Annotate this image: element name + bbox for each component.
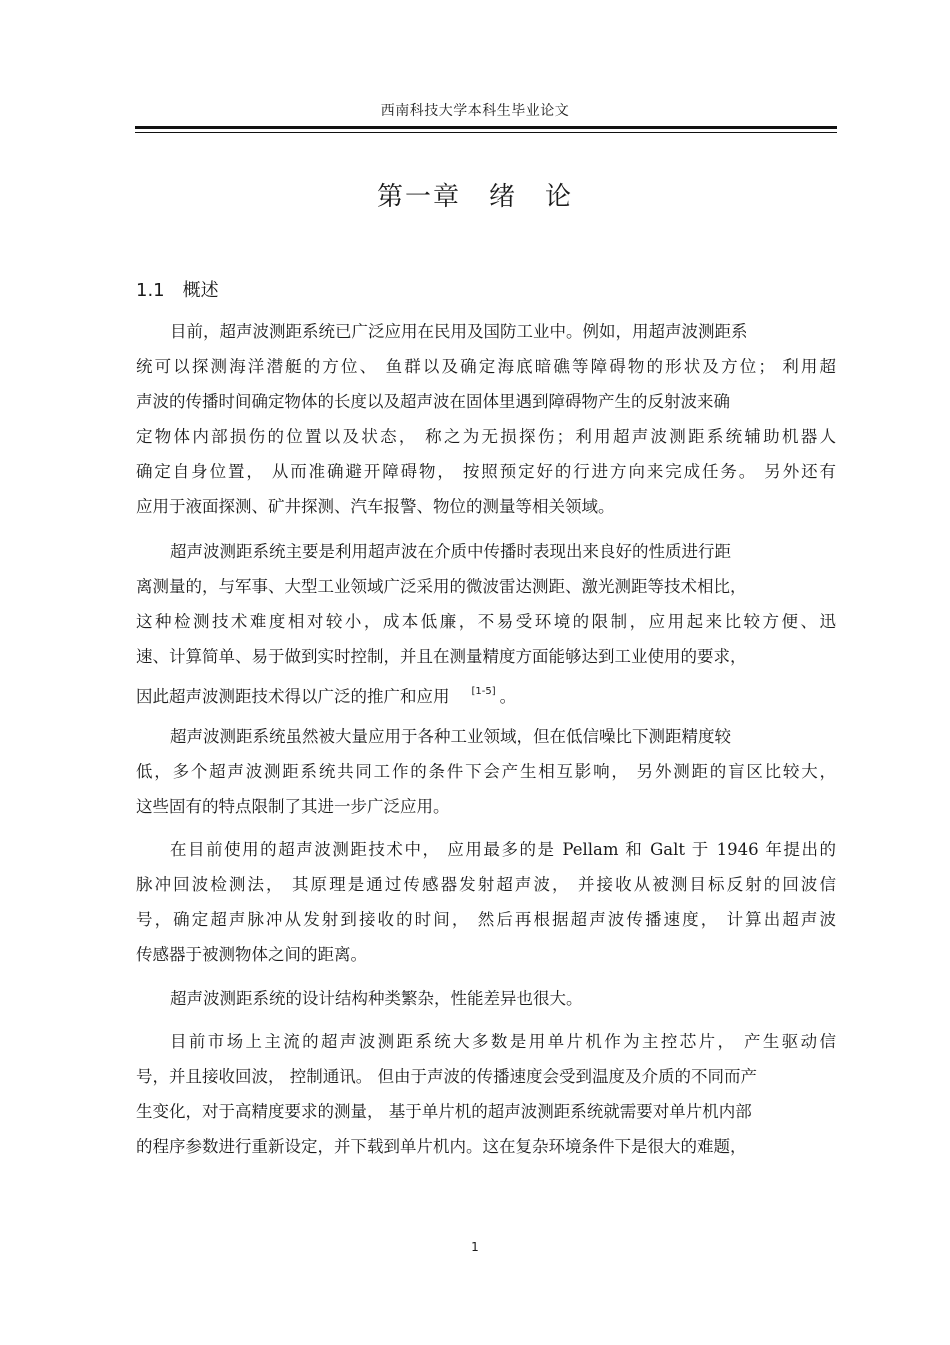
running-header: 西南科技大学本科生毕业论文	[380, 103, 570, 119]
paragraph-line: 这种检测技术难度相对较小，成本低廉，不易受环境的限制，应用起来比较方便、迅	[136, 612, 836, 631]
header-rule-thin	[135, 132, 837, 133]
paragraph-text: 因此超声波测距技术得以广泛的推广和应用	[136, 687, 450, 706]
paragraph-5	[136, 981, 836, 1016]
chapter-title	[0, 176, 950, 213]
section-number: 1.1	[136, 280, 165, 301]
paragraph-line: 超声波测距系统的设计结构种类繁杂，性能差异也很大。	[170, 989, 583, 1008]
paragraph-line: 目前市场上主流的超声波测距系统大多数是用单片机作为主控芯片， 产生驱动信	[170, 1032, 836, 1051]
paragraph-line: 超声波测距系统主要是利用超声波在介质中传播时表现出来良好的性质进行距	[170, 542, 731, 561]
chapter-name-1: 绪	[488, 182, 517, 212]
paragraph-line: 速、计算简单、易于做到实时控制，并且在测量精度方面能够达到工业使用的要求，	[136, 647, 747, 666]
paragraph-line: 离测量的，与军事、大型工业领域广泛采用的微波雷达测距、激光测距等技术相比，	[136, 577, 747, 596]
paragraph-4	[136, 832, 836, 972]
paragraph-line: 定物体内部损伤的位置以及状态， 称之为无损探伤；利用超声波测距系统辅助机器人	[136, 427, 836, 446]
paragraph-1	[136, 314, 836, 524]
paragraph-2	[136, 534, 836, 709]
paragraph-line: 声波的传播时间确定物体的长度以及超声波在固体里遇到障碍物产生的反射波来确	[136, 392, 730, 411]
paragraph-line: 的程序参数进行重新设定，并下载到单片机内。这在复杂环境条件下是很大的难题，	[136, 1137, 747, 1156]
chapter-number: 第一章	[376, 182, 461, 212]
paragraph-line: 低，多个超声波测距系统共同工作的条件下会产生相互影响， 另外测距的盲区比较大，	[136, 762, 836, 781]
paragraph-line: 应用于液面探测、矿井探测、汽车报警、物位的测量等相关领域。	[136, 497, 615, 516]
paragraph-line: 传感器于被测物体之间的距离。	[136, 945, 367, 964]
page-number: 1	[471, 1240, 479, 1254]
paragraph-3	[136, 719, 836, 824]
chapter-name-2: 论	[545, 182, 574, 212]
paragraph-line: 统可以探测海洋潜艇的方位、 鱼群以及确定海底暗礁等障碍物的形状及方位； 利用超	[136, 357, 836, 376]
paragraph-6	[136, 1024, 836, 1164]
paragraph-line: 超声波测距系统虽然被大量应用于各种工业领域，但在低信噪比下测距精度较	[170, 727, 731, 746]
section-heading	[136, 276, 219, 302]
paragraph-line: 目前，超声波测距系统已广泛应用在民用及国防工业中。例如，用超声波测距系	[170, 322, 748, 341]
section-title: 概述	[182, 280, 219, 301]
paragraph-line: 生变化，对于高精度要求的测量， 基于单片机的超声波测距系统就需要对单片机内部	[136, 1102, 752, 1121]
paragraph-line: 脉冲回波检测法， 其原理是通过传感器发射超声波， 并接收从被测目标反射的回波信	[136, 875, 836, 894]
paragraph-line: 号，并且接收回波， 控制通讯。 但由于声波的传播速度会受到温度及介质的不同而产	[136, 1067, 757, 1086]
sentence-end: 。	[499, 687, 517, 706]
paragraph-line: 在目前使用的超声波测距技术中， 应用最多的是 Pellam 和 Galt 于 1946 年提出的	[170, 840, 836, 859]
paragraph-line: 号，确定超声脉冲从发射到接收的时间， 然后再根据超声波传播速度， 计算出超声波	[136, 910, 836, 929]
header-rule-thick	[135, 126, 837, 129]
paragraph-line	[136, 674, 836, 709]
paragraph-line: 这些固有的特点限制了其进一步广泛应用。	[136, 797, 450, 816]
paragraph-line: 确定自身位置， 从而准确避开障碍物， 按照预定好的行进方向来完成任务。 另外还有	[136, 462, 836, 481]
citation-reference[interactable]: [1-5]	[471, 686, 496, 697]
